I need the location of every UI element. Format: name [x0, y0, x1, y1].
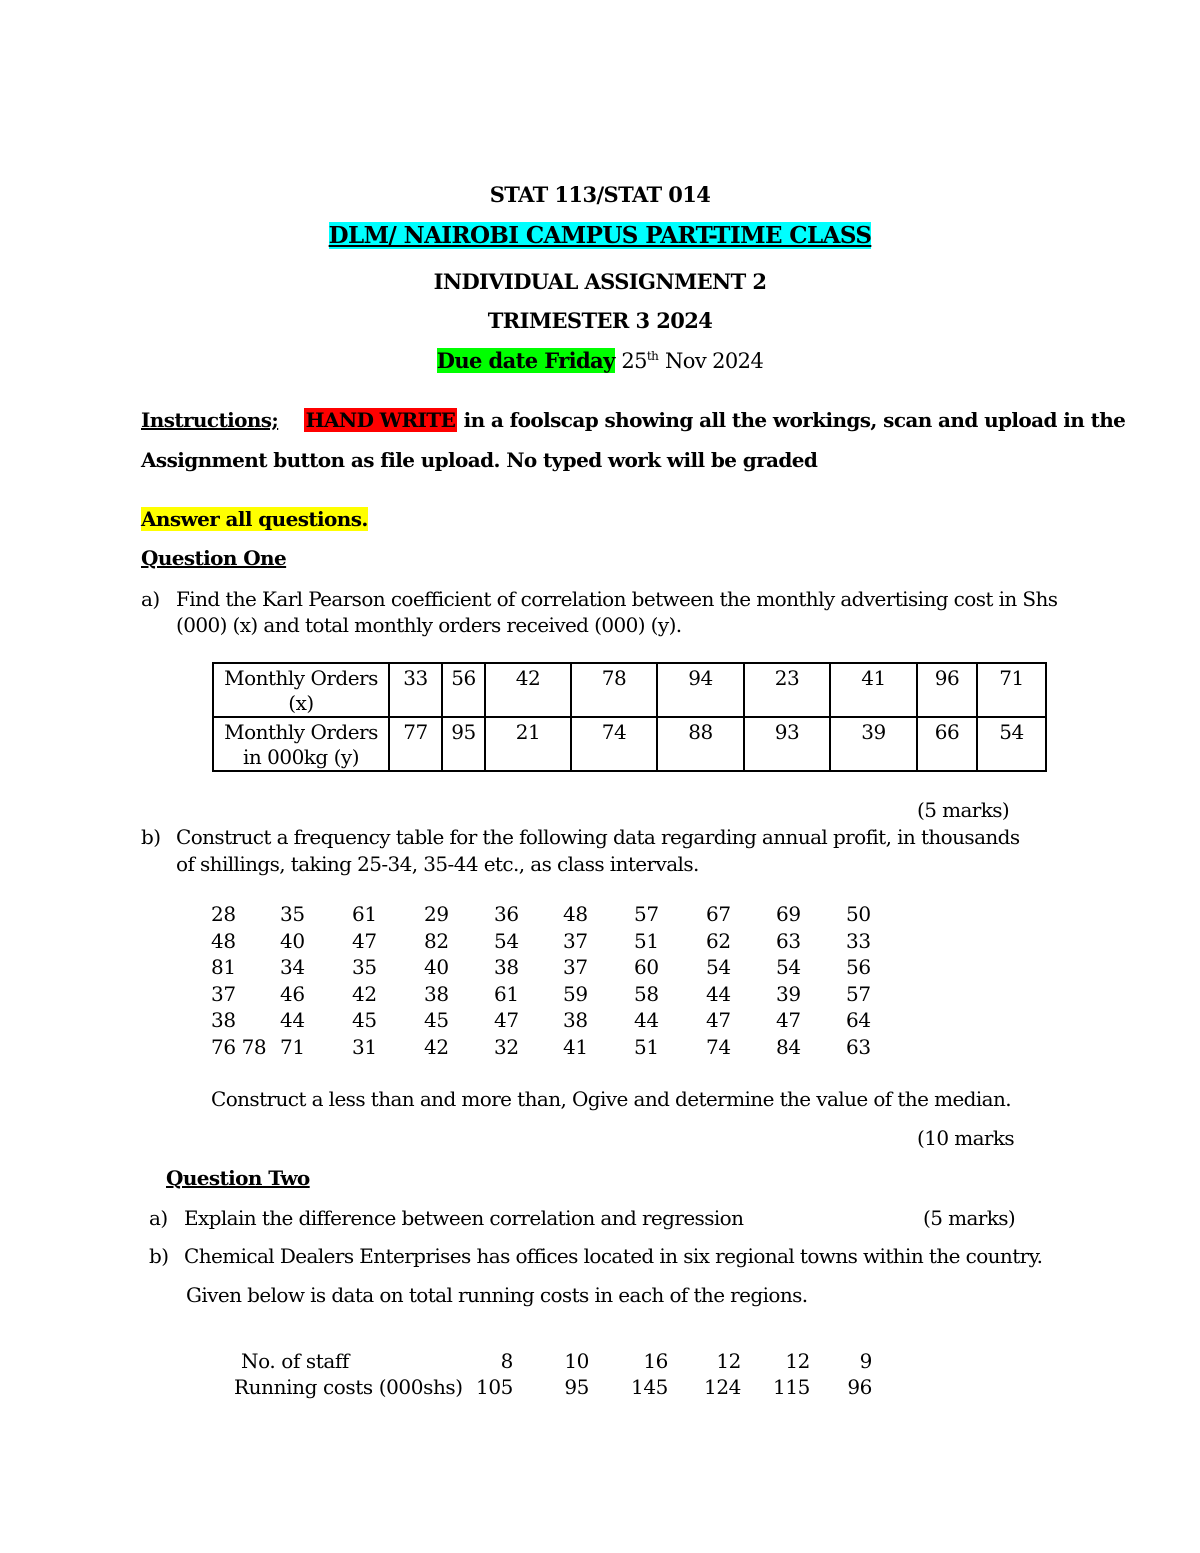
profit-value: 28 — [211, 902, 236, 926]
table-cell: 96 — [917, 663, 977, 717]
staff-row-label: No. of staff — [241, 1349, 349, 1373]
profit-value: 37 — [211, 981, 236, 1006]
table-cell: 93 — [744, 717, 830, 771]
profit-value: 81 — [211, 955, 236, 979]
table-cell: 78 — [571, 663, 657, 717]
instructions-label: Instructions; — [141, 408, 279, 432]
profit-value: 47 — [352, 928, 377, 953]
profit-value: 37 — [563, 955, 588, 979]
table-cell: 95 — [442, 717, 485, 771]
cost-row-label: Running costs (000shs) — [234, 1375, 463, 1399]
profit-value: 40 — [424, 955, 449, 979]
hand-write-highlight: HAND WRITE — [305, 408, 456, 432]
profit-value: 44 — [706, 981, 731, 1006]
table-cell: 56 — [442, 663, 485, 717]
profit-value: 34 — [280, 955, 305, 979]
profit-value: 47 — [776, 1008, 801, 1032]
profit-value: 45 — [424, 1008, 449, 1032]
campus-title-text: DLM/ NAIROBI CAMPUS PART-TIME CLASS — [328, 222, 872, 249]
table-cell: 54 — [977, 717, 1046, 771]
row-header-y-line2: in 000kg (y) — [243, 745, 359, 769]
profit-value: 57 — [634, 902, 659, 926]
profit-value: 51 — [634, 928, 659, 953]
staff-value: 12 — [785, 1349, 810, 1373]
profit-value: 31 — [352, 1034, 377, 1059]
profit-value: 48 — [211, 928, 236, 953]
profit-value: 42 — [424, 1034, 449, 1059]
question-one-title: Question One — [141, 546, 287, 570]
ogive-instruction: Construct a less than and more than, Ogive and determine the value of the median. — [211, 1087, 1012, 1111]
table-cell: 66 — [917, 717, 977, 771]
staff-value: 8 — [500, 1349, 513, 1373]
profit-value: 67 — [706, 902, 731, 926]
table-cell: 39 — [830, 717, 917, 771]
instructions-line1 — [141, 408, 1125, 432]
profit-value: 36 — [494, 902, 519, 926]
profit-value: 57 — [846, 981, 871, 1006]
q1b-line2: of shillings, taking 25-34, 35-44 etc., as class intervals. — [176, 852, 699, 876]
table-row — [213, 663, 1046, 717]
profit-value: 35 — [352, 955, 377, 979]
staff-value: 9 — [859, 1349, 872, 1373]
q2a-marks: (5 marks) — [923, 1206, 1016, 1230]
profit-value: 32 — [494, 1034, 519, 1059]
instructions-line1-rest: in a foolscap showing all the workings, scan and upload in the — [463, 408, 1126, 432]
profit-value: 74 — [706, 1034, 731, 1059]
q1b-line1: Construct a frequency table for the following data regarding annual profit, in thousands — [176, 825, 1020, 849]
staff-value: 10 — [564, 1349, 589, 1373]
table-cell: 42 — [485, 663, 571, 717]
row-header-x-line2: (x) — [288, 691, 314, 715]
profit-value: 38 — [424, 981, 449, 1006]
question-two-title: Question Two — [166, 1166, 310, 1190]
profit-value: 44 — [634, 1008, 659, 1032]
due-date-label: Due date Friday — [436, 348, 615, 373]
campus-title — [0, 222, 1200, 249]
profit-value: 59 — [563, 981, 588, 1006]
row-header-x-line1: Monthly Orders — [224, 666, 378, 690]
course-code: STAT 113/STAT 014 — [489, 182, 711, 207]
profit-value: 61 — [352, 902, 377, 926]
table-cell: 71 — [977, 663, 1046, 717]
row-header-y — [213, 717, 389, 771]
profit-value: 48 — [563, 902, 588, 926]
profit-value: 76 78 — [211, 1034, 267, 1059]
q1b-label: b) — [141, 825, 161, 849]
orders-table — [212, 662, 1047, 772]
cost-value: 145 — [631, 1375, 668, 1399]
cost-value: 105 — [476, 1375, 513, 1399]
answer-all-text: Answer all questions. — [141, 507, 368, 531]
table-cell: 88 — [657, 717, 744, 771]
cost-value: 115 — [773, 1375, 810, 1399]
q1a-line1: Find the Karl Pearson coefficient of correlation between the monthly advertising cost in Shs — [176, 587, 1058, 611]
profit-value: 38 — [211, 1008, 236, 1032]
staff-value: 12 — [716, 1349, 741, 1373]
profit-value: 40 — [280, 928, 305, 953]
table-cell: 33 — [389, 663, 442, 717]
profit-value: 56 — [846, 955, 871, 979]
profit-value: 38 — [563, 1008, 588, 1032]
profit-value: 39 — [776, 981, 801, 1006]
instructions-line2: Assignment button as file upload. No typed work will be graded — [141, 448, 818, 472]
profit-value: 42 — [352, 981, 377, 1006]
table-cell: 94 — [657, 663, 744, 717]
row-header-y-line1: Monthly Orders — [224, 720, 378, 744]
profit-value: 54 — [776, 955, 801, 979]
answer-all — [141, 507, 368, 531]
q1b-marks: (10 marks — [917, 1126, 1015, 1150]
cost-value: 95 — [564, 1375, 589, 1399]
due-day-suffix: th — [646, 349, 659, 363]
assignment-title: INDIVIDUAL ASSIGNMENT 2 — [433, 269, 767, 294]
q2a-text: Explain the difference between correlation and regression — [184, 1206, 744, 1230]
table-cell: 21 — [485, 717, 571, 771]
due-date-rest: Nov 2024 — [665, 349, 764, 373]
profit-value: 46 — [280, 981, 305, 1006]
profit-value: 38 — [494, 955, 519, 979]
profit-value: 63 — [846, 1034, 871, 1059]
trimester-title: TRIMESTER 3 2024 — [487, 308, 713, 333]
q2b-line1: Chemical Dealers Enterprises has offices located in six regional towns within the country. — [184, 1244, 1043, 1268]
table-cell: 41 — [830, 663, 917, 717]
profit-value: 50 — [846, 902, 871, 926]
profit-value: 84 — [776, 1034, 801, 1059]
profit-value: 69 — [776, 902, 801, 926]
q2b-line2: Given below is data on total running costs in each of the regions. — [186, 1283, 808, 1307]
profit-value: 60 — [634, 955, 659, 979]
profit-value: 62 — [706, 928, 731, 953]
profit-value: 29 — [424, 902, 449, 926]
profit-value: 47 — [494, 1008, 519, 1032]
profit-value: 61 — [494, 981, 519, 1006]
q2b-label: b) — [149, 1244, 169, 1268]
profit-value: 82 — [424, 928, 449, 953]
profit-value: 35 — [280, 902, 305, 926]
profit-value: 45 — [352, 1008, 377, 1032]
profit-value: 47 — [706, 1008, 731, 1032]
q1a-marks: (5 marks) — [917, 798, 1010, 822]
due-date-day — [621, 349, 658, 373]
profit-value: 64 — [846, 1008, 871, 1032]
q1a-label: a) — [141, 587, 160, 611]
cost-value: 96 — [847, 1375, 872, 1399]
q1a-line2: (000) (x) and total monthly orders received (000) (y). — [176, 613, 682, 637]
cost-value: 124 — [704, 1375, 741, 1399]
table-cell: 77 — [389, 717, 442, 771]
profit-value: 44 — [280, 1008, 305, 1032]
table-cell: 74 — [571, 717, 657, 771]
profit-value: 58 — [634, 981, 659, 1006]
profit-value: 51 — [634, 1034, 659, 1059]
profit-value: 71 — [280, 1034, 305, 1059]
profit-value: 54 — [494, 928, 519, 953]
profit-value: 37 — [563, 928, 588, 953]
profit-value: 54 — [706, 955, 731, 979]
q2a-label: a) — [149, 1206, 168, 1230]
profit-value: 41 — [563, 1034, 588, 1059]
profit-value: 63 — [776, 928, 801, 953]
staff-value: 16 — [643, 1349, 668, 1373]
due-day-number: 25 — [621, 349, 647, 373]
profit-value: 33 — [846, 928, 871, 953]
due-date — [0, 348, 1200, 373]
table-cell: 23 — [744, 663, 830, 717]
table-row — [213, 717, 1046, 771]
row-header-x — [213, 663, 389, 717]
